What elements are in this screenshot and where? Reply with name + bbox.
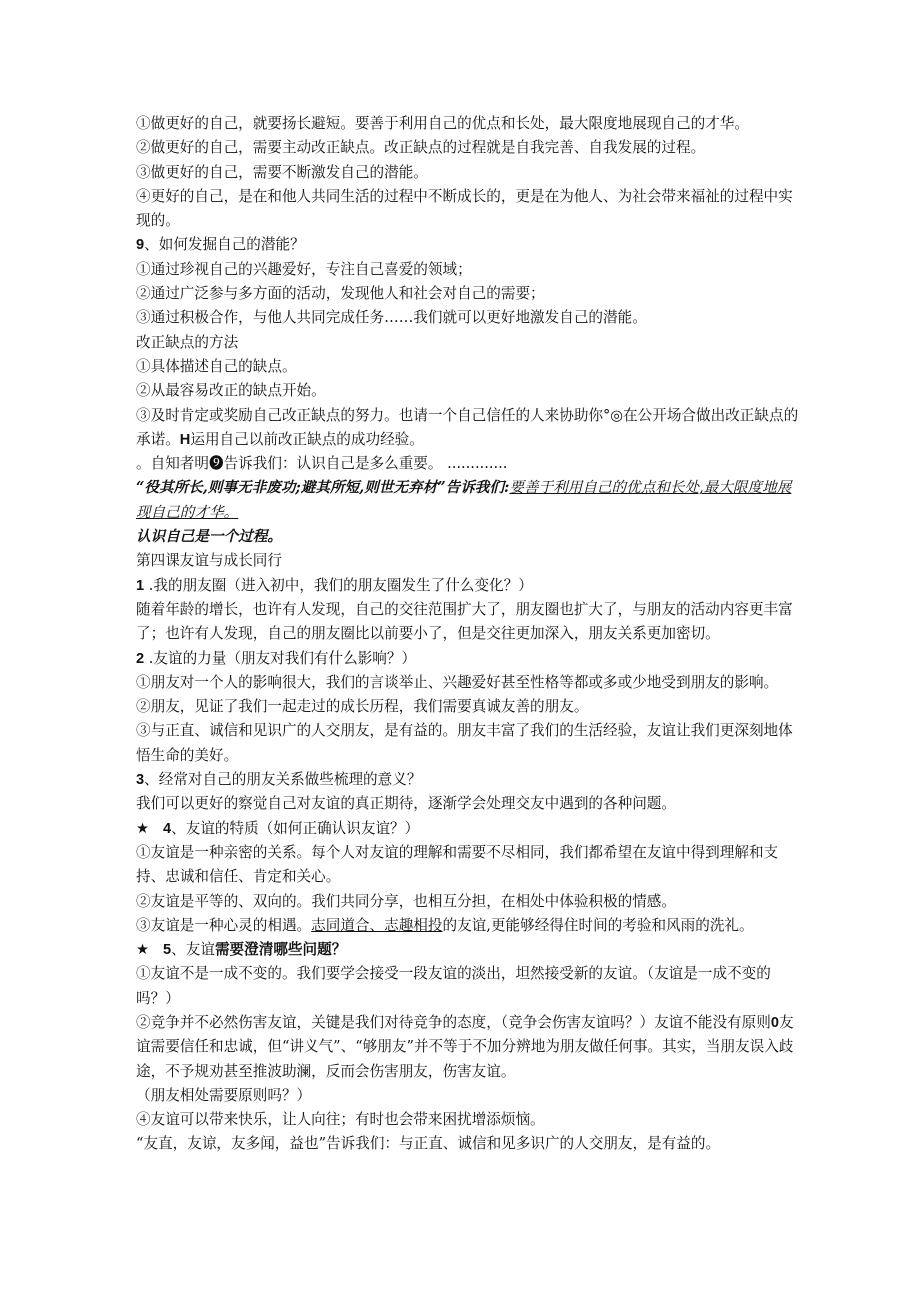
- text-run: ③及时肯定或奖励自己改正缺点的努力。也请一个自己信任的人来协助你°◎在公开场合做出改正缺点的承诺。: [136, 406, 799, 448]
- paragraph: 随着年龄的增长，也许有人发现，自己的交往范围扩大了，朋友圈也扩大了，与朋友的活动内容更丰富了；也许有人发现，自己的朋友圈比以前要小了，但是交往更加深入，朋友关系更加密切。: [136, 600, 793, 643]
- text-run: 运用自己以前改正缺点的成功经验。: [190, 430, 424, 448]
- paragraph: [136, 914, 802, 938]
- paragraph: 。自知者明❾告诉我们：认识自己是多么重要。 .............: [136, 455, 508, 473]
- text-run: ②竞争并不必然伤害友谊，关键是我们对待竞争的态度，（竞争会伤害友谊吗？）友谊不能没有原则: [136, 1013, 771, 1031]
- paragraph: ②通过广泛参与多方面的活动，发现他人和社会对自己的需要；: [136, 285, 545, 303]
- paragraph: ①具体描述自己的缺点。: [136, 357, 297, 375]
- question-number: 9: [136, 237, 145, 254]
- underlined-phrase: 志同道合、志趣相投: [311, 916, 443, 934]
- quote-answer: 要善于利用自己的优点和长处,最大限度地展现自己的才华。: [136, 479, 792, 521]
- quote-text: “役其所长,则事无非废功;避其所短,则世无弃材”告诉我们:: [136, 479, 510, 497]
- paragraph: ①通过珍视自己的兴趣爱好，专注自己喜爱的领域；: [136, 260, 472, 278]
- paragraph: ①做更好的自己，就要扬长避短。要善于利用自己的优点和长处，最大限度地展现自己的才华。: [136, 115, 749, 132]
- question-heading-9: [136, 233, 802, 257]
- question-text: .我的朋友圈（进入初中，我们的朋友圈发生了什么变化？）: [144, 576, 533, 594]
- question-text: .友谊的力量（朋友对我们有什么影响？）: [144, 649, 417, 667]
- question-number: 5: [163, 942, 172, 959]
- text-run: H: [179, 431, 191, 448]
- question-number: 3: [136, 772, 145, 789]
- paragraph: ①友谊不是一成不变的。我们要学会接受一段友谊的淡出，坦然接受新的友谊。（友谊是一成不变的吗？）: [136, 965, 771, 1007]
- paragraph: ④更好的自己，是在和他人共同生活的过程中不断成长的，更是在为他人、为社会带来福祉的过程中实现的。: [136, 187, 793, 230]
- paragraph: ②从最容易改正的缺点开始。: [136, 382, 326, 400]
- star-icon: ★: [136, 941, 150, 959]
- paragraph: 我们可以更好的察觉自己对友谊的真正期待，逐渐学会处理交友中遇到的各种问题。: [136, 795, 676, 813]
- star-icon: ★: [136, 819, 150, 837]
- document-body: [0, 112, 920, 1157]
- paragraph: ②友谊是平等的、双向的。我们共同分享，也相互分担，在相处中体验积极的情感。: [136, 892, 676, 910]
- question-heading-2: [136, 647, 802, 671]
- question-heading-1: [136, 574, 802, 598]
- lesson-title: 第四课友谊与成长同行: [136, 552, 282, 570]
- question-heading-5: [136, 938, 802, 962]
- question-text: 、如何发掘自己的潜能？: [144, 236, 305, 254]
- paragraph: [136, 404, 802, 453]
- paragraph: ③做更好的自己，需要不断激发自己的潜能。: [136, 163, 428, 181]
- question-heading-4: [136, 817, 802, 841]
- question-number: 1: [136, 577, 145, 594]
- text-run: 的友谊,更能够经得住时间的考验和风雨的洗礼。: [442, 916, 754, 934]
- paragraph: （朋友相处需要原则吗？）: [136, 1086, 312, 1104]
- paragraph: “友直，友谅，友多闻，益也”告诉我们：与正直、诚信和见多识广的人交朋友，是有益的。: [136, 1135, 721, 1153]
- question-heading-3: [136, 768, 802, 792]
- section-heading: 改正缺点的方法: [136, 333, 239, 351]
- paragraph: ③通过积极合作，与他人共同完成任务……我们就可以更好地激发自己的潜能。: [136, 309, 647, 327]
- question-text: 、经常对自己的朋友关系做些梳理的意义？: [144, 771, 422, 789]
- paragraph: ①朋友对一个人的影响很大，我们的言谈举止、兴趣爱好甚至性格等都或多或少地受到朋友的影响。: [136, 673, 779, 691]
- question-number: 2: [136, 650, 145, 667]
- emphasis-line: 认识自己是一个过程。: [136, 528, 282, 546]
- paragraph: ②做更好的自己，需要主动改正缺点。改正缺点的过程就是自我完善、自我发展的过程。: [136, 139, 706, 157]
- question-text: 、友谊: [171, 941, 215, 959]
- text-run: ③友谊是一种心灵的相遇。: [136, 916, 312, 934]
- text-run: 0: [770, 1014, 779, 1031]
- question-text: 、友谊的特质（如何正确认识友谊？）: [171, 819, 420, 837]
- paragraph: ④友谊可以带来快乐，让人向往；有时也会带来困扰增添烦恼。: [136, 1111, 545, 1129]
- quote-paragraph: [136, 476, 802, 525]
- paragraph: [136, 1011, 802, 1084]
- paragraph: ②朋友，见证了我们一起走过的成长历程，我们需要真诚友善的朋友。: [136, 698, 589, 716]
- question-text: 需要澄清哪些问题？: [214, 941, 347, 959]
- paragraph: ①友谊是一种亲密的关系。每个人对友谊的理解和需要不尽相同，我们都希望在友谊中得到理解和支持、忠诚和信任、肯定和关心。: [136, 843, 779, 886]
- question-number: 4: [163, 820, 172, 837]
- paragraph: ③与正直、诚信和见识广的人交朋友，是有益的。朋友丰富了我们的生活经验，友谊让我们更深刻地体悟生命的美好。: [136, 722, 793, 764]
- text-run: 友谊需要信任和忠诚，但“讲义气”、“够朋友”并不等于不加分辨地为朋友做任何事。其实，当朋友误入歧途，不予规劝甚至推波助澜，反而会伤害朋友，伤害友谊。: [136, 1013, 794, 1080]
